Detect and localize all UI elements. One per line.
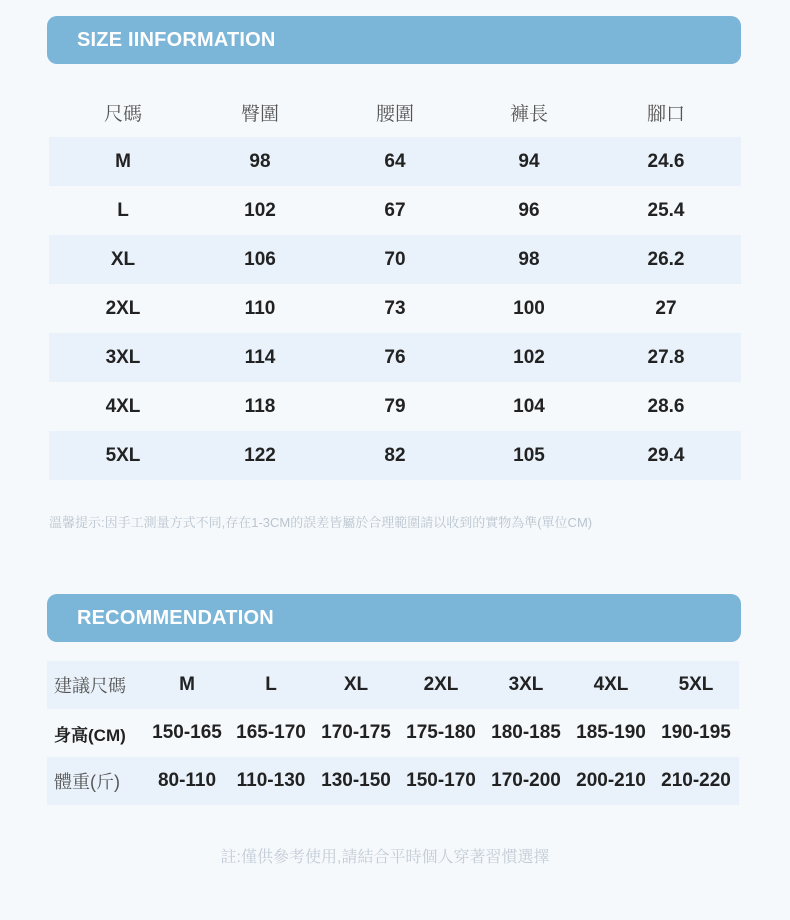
rec-weight: 150-170 [399, 757, 483, 805]
cell-waist: 70 [323, 235, 467, 284]
table-row [49, 382, 741, 431]
weight-row-label: 體重(斤) [47, 757, 145, 805]
rec-size: 5XL [653, 661, 739, 709]
cell-hip: 102 [197, 186, 323, 235]
header-length: 褲長 [509, 104, 548, 125]
table-row [49, 431, 741, 480]
cell-size: L [49, 186, 197, 235]
rec-weight: 110-130 [229, 757, 313, 805]
rec-height: 180-185 [491, 722, 561, 743]
cell-hem: 24.6 [591, 137, 741, 186]
cell-size: XL [49, 235, 197, 284]
recommendation-height-row [47, 709, 739, 757]
table-row [49, 186, 741, 235]
rec-height: 190-195 [661, 722, 731, 743]
cell-hip: 118 [197, 382, 323, 431]
rec-size: L [229, 661, 313, 709]
cell-hem: 27 [591, 284, 741, 333]
rec-height: 175-180 [406, 722, 476, 743]
rec-size: 3XL [483, 661, 569, 709]
header-size: 尺碼 [103, 104, 142, 125]
rec-size: XL [313, 661, 399, 709]
rec-height: 185-190 [576, 722, 646, 743]
cell-waist: 67 [323, 186, 467, 235]
size-row-label: 建議尺碼 [47, 661, 145, 709]
cell-size: 2XL [49, 284, 197, 333]
rec-weight: 200-210 [569, 757, 653, 805]
cell-length: 96 [467, 186, 591, 235]
cell-hip: 110 [197, 284, 323, 333]
recommendation-weight-row [47, 757, 739, 805]
cell-length: 102 [467, 333, 591, 382]
cell-size: 4XL [49, 382, 197, 431]
table-row [49, 284, 741, 333]
cell-waist: 76 [323, 333, 467, 382]
rec-weight: 210-220 [653, 757, 739, 805]
rec-height: 150-165 [152, 722, 222, 743]
size-information-banner [47, 16, 741, 64]
rec-height: 170-175 [321, 722, 391, 743]
cell-hem: 25.4 [591, 186, 741, 235]
rec-weight: 170-200 [483, 757, 569, 805]
rec-height: 165-170 [236, 722, 306, 743]
table-row [49, 137, 741, 186]
table-row [49, 333, 741, 382]
cell-hip: 114 [197, 333, 323, 382]
cell-waist: 64 [323, 137, 467, 186]
cell-hem: 28.6 [591, 382, 741, 431]
cell-length: 98 [467, 235, 591, 284]
cell-hem: 26.2 [591, 235, 741, 284]
cell-length: 104 [467, 382, 591, 431]
recommendation-banner [47, 594, 741, 642]
cell-size: 3XL [49, 333, 197, 382]
recommendation-size-row [47, 661, 739, 709]
cell-size: M [49, 137, 197, 186]
cell-hem: 27.8 [591, 333, 741, 382]
rec-weight: 130-150 [313, 757, 399, 805]
cell-length: 94 [467, 137, 591, 186]
size-information-title: SIZE IINFORMATION [77, 29, 276, 51]
cell-hip: 106 [197, 235, 323, 284]
cell-hem: 29.4 [591, 431, 741, 480]
table-row [49, 235, 741, 284]
measurement-note: 溫馨提示:因手工測量方式不同,存在1-3CM的誤差皆屬於合理範圍請以收到的實物為準(單位CM) [49, 515, 593, 530]
rec-size: M [145, 661, 229, 709]
cell-waist: 73 [323, 284, 467, 333]
cell-length: 105 [467, 431, 591, 480]
size-table-header [49, 88, 741, 137]
height-row-label: 身高(CM) [54, 725, 126, 745]
rec-size: 4XL [569, 661, 653, 709]
cell-waist: 79 [323, 382, 467, 431]
header-hem: 腳口 [646, 104, 685, 125]
cell-hip: 122 [197, 431, 323, 480]
cell-hip: 98 [197, 137, 323, 186]
recommendation-title: RECOMMENDATION [77, 607, 274, 629]
cell-length: 100 [467, 284, 591, 333]
rec-weight: 80-110 [145, 757, 229, 805]
header-waist: 腰圍 [375, 104, 414, 125]
cell-waist: 82 [323, 431, 467, 480]
rec-size: 2XL [399, 661, 483, 709]
recommendation-table [47, 661, 739, 805]
header-hip: 臀圍 [240, 104, 279, 125]
footer-note: 註:僅供參考使用,請結合平時個人穿著習慣選擇 [220, 849, 550, 866]
cell-size: 5XL [49, 431, 197, 480]
size-table [49, 88, 741, 480]
